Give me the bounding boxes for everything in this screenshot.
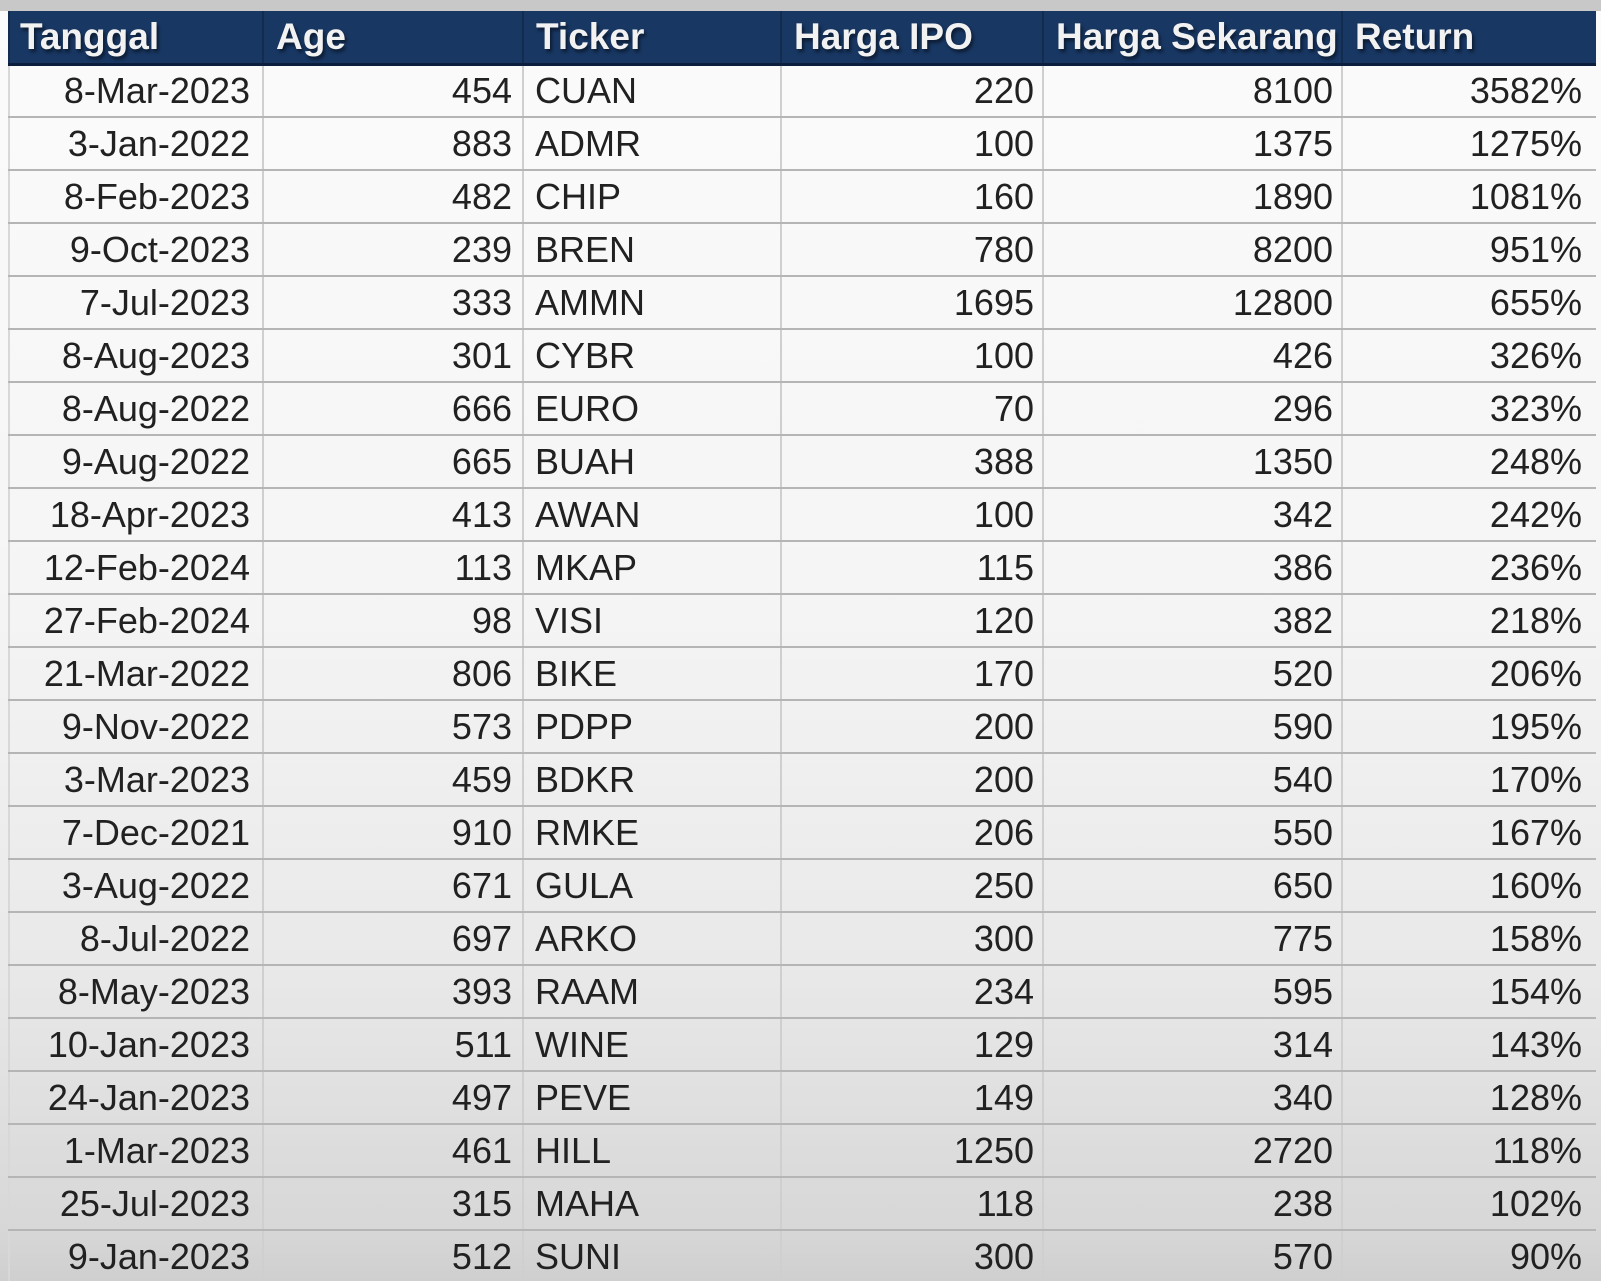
cell-tanggal: 10-Jan-2023 <box>9 1018 263 1071</box>
cell-return: 90% <box>1342 1230 1596 1281</box>
table-row <box>9 541 1596 594</box>
cell-harga-ipo: 780 <box>781 223 1043 276</box>
cell-age: 666 <box>263 382 523 435</box>
cell-tanggal: 25-Jul-2023 <box>9 1177 263 1230</box>
ipo-table-container <box>8 11 1595 1281</box>
cell-harga-sekarang: 1890 <box>1043 170 1342 223</box>
cell-ticker: RAAM <box>523 965 781 1018</box>
cell-age: 482 <box>263 170 523 223</box>
cell-harga-ipo: 100 <box>781 488 1043 541</box>
cell-tanggal: 8-Aug-2023 <box>9 329 263 382</box>
cell-return: 102% <box>1342 1177 1596 1230</box>
cell-age: 497 <box>263 1071 523 1124</box>
cell-harga-sekarang: 238 <box>1043 1177 1342 1230</box>
cell-ticker: EURO <box>523 382 781 435</box>
column-header-harga-sekarang: Harga Sekarang <box>1043 11 1342 64</box>
cell-age: 301 <box>263 329 523 382</box>
cell-age: 665 <box>263 435 523 488</box>
cell-harga-ipo: 115 <box>781 541 1043 594</box>
cell-return: 323% <box>1342 382 1596 435</box>
cell-tanggal: 8-Jul-2022 <box>9 912 263 965</box>
cell-harga-ipo: 200 <box>781 700 1043 753</box>
top-margin-strip <box>0 0 1601 11</box>
cell-ticker: GULA <box>523 859 781 912</box>
cell-ticker: CHIP <box>523 170 781 223</box>
cell-tanggal: 7-Dec-2021 <box>9 806 263 859</box>
cell-harga-ipo: 206 <box>781 806 1043 859</box>
cell-return: 206% <box>1342 647 1596 700</box>
cell-harga-sekarang: 342 <box>1043 488 1342 541</box>
table-row <box>9 223 1596 276</box>
cell-age: 697 <box>263 912 523 965</box>
cell-age: 113 <box>263 541 523 594</box>
cell-ticker: BREN <box>523 223 781 276</box>
cell-harga-sekarang: 386 <box>1043 541 1342 594</box>
cell-tanggal: 21-Mar-2022 <box>9 647 263 700</box>
cell-return: 1081% <box>1342 170 1596 223</box>
cell-ticker: VISI <box>523 594 781 647</box>
cell-harga-sekarang: 650 <box>1043 859 1342 912</box>
ipo-returns-table <box>8 11 1596 1281</box>
cell-age: 459 <box>263 753 523 806</box>
column-header-age: Age <box>263 11 523 64</box>
cell-harga-ipo: 300 <box>781 912 1043 965</box>
cell-ticker: ARKO <box>523 912 781 965</box>
cell-harga-sekarang: 8200 <box>1043 223 1342 276</box>
cell-return: 248% <box>1342 435 1596 488</box>
cell-tanggal: 27-Feb-2024 <box>9 594 263 647</box>
cell-harga-ipo: 388 <box>781 435 1043 488</box>
table-row <box>9 594 1596 647</box>
cell-harga-sekarang: 520 <box>1043 647 1342 700</box>
table-row <box>9 1230 1596 1281</box>
cell-tanggal: 9-Aug-2022 <box>9 435 263 488</box>
cell-harga-ipo: 200 <box>781 753 1043 806</box>
cell-harga-ipo: 300 <box>781 1230 1043 1281</box>
cell-age: 315 <box>263 1177 523 1230</box>
cell-ticker: AMMN <box>523 276 781 329</box>
cell-ticker: CUAN <box>523 64 781 117</box>
cell-harga-sekarang: 570 <box>1043 1230 1342 1281</box>
table-row <box>9 859 1596 912</box>
cell-ticker: CYBR <box>523 329 781 382</box>
cell-return: 236% <box>1342 541 1596 594</box>
cell-return: 218% <box>1342 594 1596 647</box>
cell-harga-ipo: 250 <box>781 859 1043 912</box>
cell-harga-sekarang: 1350 <box>1043 435 1342 488</box>
cell-return: 167% <box>1342 806 1596 859</box>
cell-tanggal: 3-Mar-2023 <box>9 753 263 806</box>
table-header-row <box>9 11 1596 64</box>
cell-harga-ipo: 160 <box>781 170 1043 223</box>
cell-harga-sekarang: 2720 <box>1043 1124 1342 1177</box>
table-row <box>9 1018 1596 1071</box>
cell-tanggal: 8-Feb-2023 <box>9 170 263 223</box>
cell-tanggal: 7-Jul-2023 <box>9 276 263 329</box>
table-row <box>9 1177 1596 1230</box>
cell-tanggal: 8-May-2023 <box>9 965 263 1018</box>
cell-ticker: WINE <box>523 1018 781 1071</box>
cell-tanggal: 8-Aug-2022 <box>9 382 263 435</box>
cell-harga-ipo: 118 <box>781 1177 1043 1230</box>
cell-harga-sekarang: 340 <box>1043 1071 1342 1124</box>
table-row <box>9 329 1596 382</box>
column-header-ticker: Ticker <box>523 11 781 64</box>
cell-harga-sekarang: 775 <box>1043 912 1342 965</box>
table-body <box>9 64 1596 1281</box>
cell-return: 195% <box>1342 700 1596 753</box>
cell-age: 511 <box>263 1018 523 1071</box>
cell-return: 1275% <box>1342 117 1596 170</box>
cell-tanggal: 1-Mar-2023 <box>9 1124 263 1177</box>
cell-harga-ipo: 170 <box>781 647 1043 700</box>
cell-ticker: HILL <box>523 1124 781 1177</box>
cell-age: 454 <box>263 64 523 117</box>
cell-harga-sekarang: 314 <box>1043 1018 1342 1071</box>
cell-harga-sekarang: 426 <box>1043 329 1342 382</box>
column-header-harga-ipo: Harga IPO <box>781 11 1043 64</box>
cell-harga-sekarang: 1375 <box>1043 117 1342 170</box>
cell-ticker: RMKE <box>523 806 781 859</box>
cell-return: 242% <box>1342 488 1596 541</box>
cell-age: 98 <box>263 594 523 647</box>
cell-return: 951% <box>1342 223 1596 276</box>
cell-age: 461 <box>263 1124 523 1177</box>
cell-return: 3582% <box>1342 64 1596 117</box>
cell-ticker: PDPP <box>523 700 781 753</box>
cell-ticker: BDKR <box>523 753 781 806</box>
cell-harga-ipo: 149 <box>781 1071 1043 1124</box>
table-row <box>9 435 1596 488</box>
cell-age: 413 <box>263 488 523 541</box>
table-row <box>9 753 1596 806</box>
cell-return: 160% <box>1342 859 1596 912</box>
cell-harga-sekarang: 595 <box>1043 965 1342 1018</box>
cell-tanggal: 8-Mar-2023 <box>9 64 263 117</box>
cell-harga-ipo: 129 <box>781 1018 1043 1071</box>
cell-tanggal: 9-Oct-2023 <box>9 223 263 276</box>
table-row <box>9 912 1596 965</box>
cell-harga-ipo: 220 <box>781 64 1043 117</box>
cell-harga-ipo: 1695 <box>781 276 1043 329</box>
table-row <box>9 276 1596 329</box>
cell-return: 143% <box>1342 1018 1596 1071</box>
cell-return: 170% <box>1342 753 1596 806</box>
cell-harga-ipo: 100 <box>781 329 1043 382</box>
table-row <box>9 117 1596 170</box>
cell-harga-sekarang: 382 <box>1043 594 1342 647</box>
cell-tanggal: 9-Jan-2023 <box>9 1230 263 1281</box>
cell-return: 128% <box>1342 1071 1596 1124</box>
cell-return: 158% <box>1342 912 1596 965</box>
table-row <box>9 170 1596 223</box>
table-row <box>9 647 1596 700</box>
table-row <box>9 806 1596 859</box>
cell-harga-ipo: 234 <box>781 965 1043 1018</box>
cell-age: 806 <box>263 647 523 700</box>
table-row <box>9 1071 1596 1124</box>
cell-harga-sekarang: 12800 <box>1043 276 1342 329</box>
cell-age: 239 <box>263 223 523 276</box>
cell-harga-ipo: 100 <box>781 117 1043 170</box>
cell-harga-ipo: 70 <box>781 382 1043 435</box>
table-row <box>9 64 1596 117</box>
cell-tanggal: 12-Feb-2024 <box>9 541 263 594</box>
cell-tanggal: 18-Apr-2023 <box>9 488 263 541</box>
cell-age: 883 <box>263 117 523 170</box>
cell-tanggal: 24-Jan-2023 <box>9 1071 263 1124</box>
cell-return: 326% <box>1342 329 1596 382</box>
cell-return: 655% <box>1342 276 1596 329</box>
cell-harga-ipo: 120 <box>781 594 1043 647</box>
cell-harga-sekarang: 296 <box>1043 382 1342 435</box>
cell-age: 393 <box>263 965 523 1018</box>
cell-ticker: PEVE <box>523 1071 781 1124</box>
table-row <box>9 965 1596 1018</box>
cell-ticker: BIKE <box>523 647 781 700</box>
cell-ticker: AWAN <box>523 488 781 541</box>
cell-harga-sekarang: 550 <box>1043 806 1342 859</box>
cell-harga-sekarang: 590 <box>1043 700 1342 753</box>
cell-age: 512 <box>263 1230 523 1281</box>
cell-age: 910 <box>263 806 523 859</box>
cell-age: 573 <box>263 700 523 753</box>
column-header-tanggal: Tanggal <box>9 11 263 64</box>
cell-return: 154% <box>1342 965 1596 1018</box>
cell-tanggal: 3-Jan-2022 <box>9 117 263 170</box>
cell-ticker: MAHA <box>523 1177 781 1230</box>
column-header-return: Return <box>1342 11 1596 64</box>
cell-ticker: BUAH <box>523 435 781 488</box>
cell-tanggal: 9-Nov-2022 <box>9 700 263 753</box>
cell-harga-sekarang: 540 <box>1043 753 1342 806</box>
table-row <box>9 1124 1596 1177</box>
table-row <box>9 700 1596 753</box>
cell-ticker: SUNI <box>523 1230 781 1281</box>
table-row <box>9 488 1596 541</box>
cell-harga-ipo: 1250 <box>781 1124 1043 1177</box>
cell-tanggal: 3-Aug-2022 <box>9 859 263 912</box>
cell-harga-sekarang: 8100 <box>1043 64 1342 117</box>
cell-ticker: MKAP <box>523 541 781 594</box>
cell-age: 671 <box>263 859 523 912</box>
table-row <box>9 382 1596 435</box>
cell-ticker: ADMR <box>523 117 781 170</box>
cell-age: 333 <box>263 276 523 329</box>
cell-return: 118% <box>1342 1124 1596 1177</box>
